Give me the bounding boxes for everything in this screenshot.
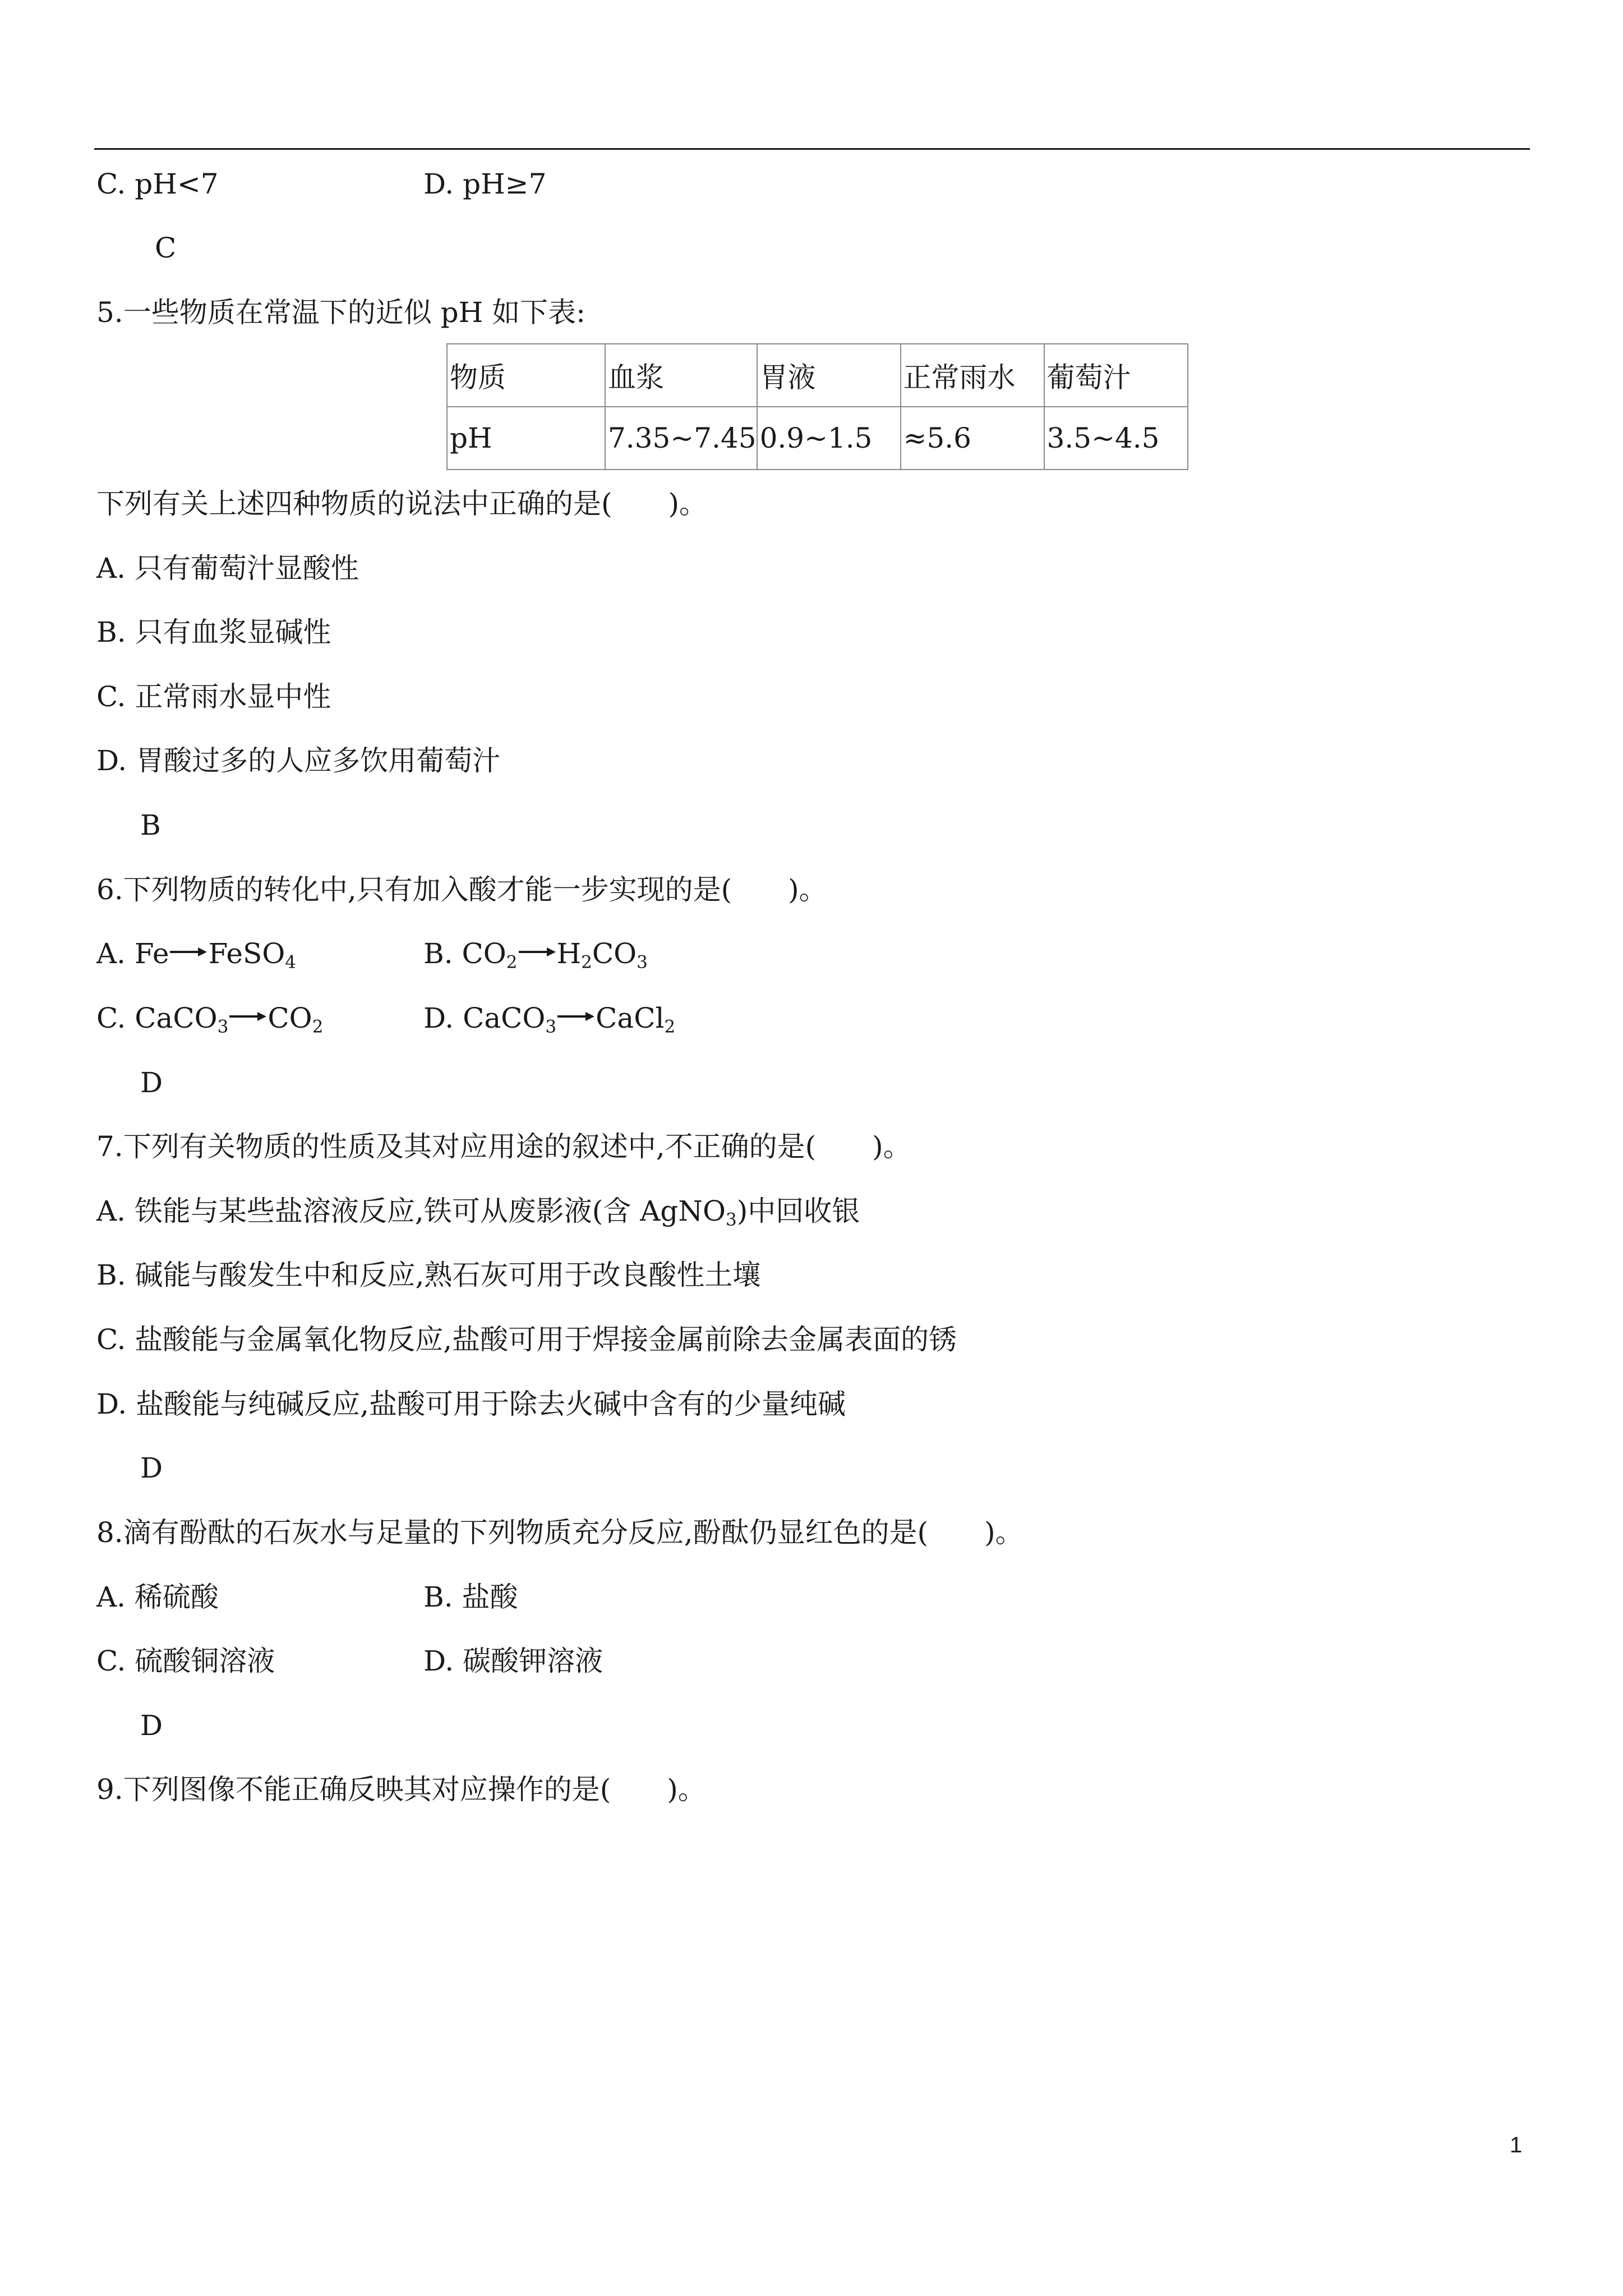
q7-answer: D — [140, 1452, 163, 1484]
table-cell: pH — [447, 407, 605, 470]
ph-table — [446, 343, 1188, 470]
q5-option-c: C. 正常雨水显中性 — [96, 680, 331, 713]
table-cell: 正常雨水 — [901, 344, 1044, 407]
q8-answer: D — [140, 1709, 163, 1742]
arrow-icon — [170, 946, 207, 958]
q4-answer: C — [155, 232, 177, 264]
table-cell: 葡萄汁 — [1044, 344, 1188, 407]
page-number: 1 — [1510, 2133, 1523, 2157]
q8-option-d: D. 碳酸钾溶液 — [423, 1645, 603, 1677]
q7-option-d: D. 盐酸能与纯碱反应,盐酸可用于除去火碱中含有的少量纯碱 — [96, 1388, 846, 1420]
arrow-icon — [557, 1010, 594, 1023]
q7-option-b: B. 碱能与酸发生中和反应,熟石灰可用于改良酸性土壤 — [96, 1259, 761, 1291]
q7-option-c: C. 盐酸能与金属氧化物反应,盐酸可用于焊接金属前除去金属表面的锈 — [96, 1323, 957, 1356]
table-cell: 3.5~4.5 — [1044, 407, 1188, 470]
header-rule — [94, 148, 1530, 150]
q7-option-a: A. 铁能与某些盐溶液反应,铁可从废影液(含 AgNO$_3$)中回收银 — [96, 1195, 860, 1230]
q4-option-d: D. pH≥7 — [423, 168, 547, 200]
q7-stem: 7.下列有关物质的性质及其对应用途的叙述中,不正确的是( )。 — [96, 1130, 911, 1163]
ph-table-value-row — [447, 407, 1188, 470]
table-cell: 7.35~7.45 — [605, 407, 757, 470]
ph-table-header-row — [447, 344, 1188, 407]
q8-option-c: C. 硫酸铜溶液 — [96, 1645, 275, 1677]
table-cell: ≈5.6 — [901, 407, 1044, 470]
q4-option-c: C. pH<7 — [96, 168, 219, 200]
q5-stem: 5.一些物质在常温下的近似 pH 如下表: — [96, 296, 585, 329]
q5-option-d: D. 胃酸过多的人应多饮用葡萄汁 — [96, 744, 501, 777]
table-cell: 0.9~1.5 — [757, 407, 901, 470]
arrow-icon — [519, 946, 556, 958]
table-cell: 胃液 — [757, 344, 901, 407]
q6-option-d: D. CaCO$_3$ CaCl$_2$ — [423, 1002, 676, 1037]
q6-answer: D — [140, 1066, 163, 1099]
q5-option-a: A. 只有葡萄汁显酸性 — [96, 552, 359, 585]
q6-option-b: B. $CO_2$ $H_2CO_3$ — [423, 937, 648, 973]
table-cell: 物质 — [447, 344, 605, 407]
q5-question: 下列有关上述四种物质的说法中正确的是( )。 — [96, 487, 708, 520]
q6-option-a: A. Fe FeSO$_4$ — [96, 937, 296, 973]
q6-stem: 6.下列物质的转化中,只有加入酸才能一步实现的是( )。 — [96, 873, 827, 906]
q9-stem: 9.下列图像不能正确反映其对应操作的是( )。 — [96, 1773, 706, 1806]
q8-option-b: B. 盐酸 — [423, 1581, 518, 1613]
q8-option-a: A. 稀硫酸 — [96, 1581, 219, 1613]
q5-answer: B — [140, 809, 161, 841]
q5-option-b: B. 只有血浆显碱性 — [96, 616, 331, 648]
q8-stem: 8.滴有酚酞的石灰水与足量的下列物质充分反应,酚酞仍显红色的是( )。 — [96, 1516, 1023, 1549]
arrow-icon — [229, 1010, 266, 1023]
table-cell: 血浆 — [605, 344, 757, 407]
q6-option-c: C. CaCO$_3$ $CO_2$ — [96, 1002, 324, 1037]
